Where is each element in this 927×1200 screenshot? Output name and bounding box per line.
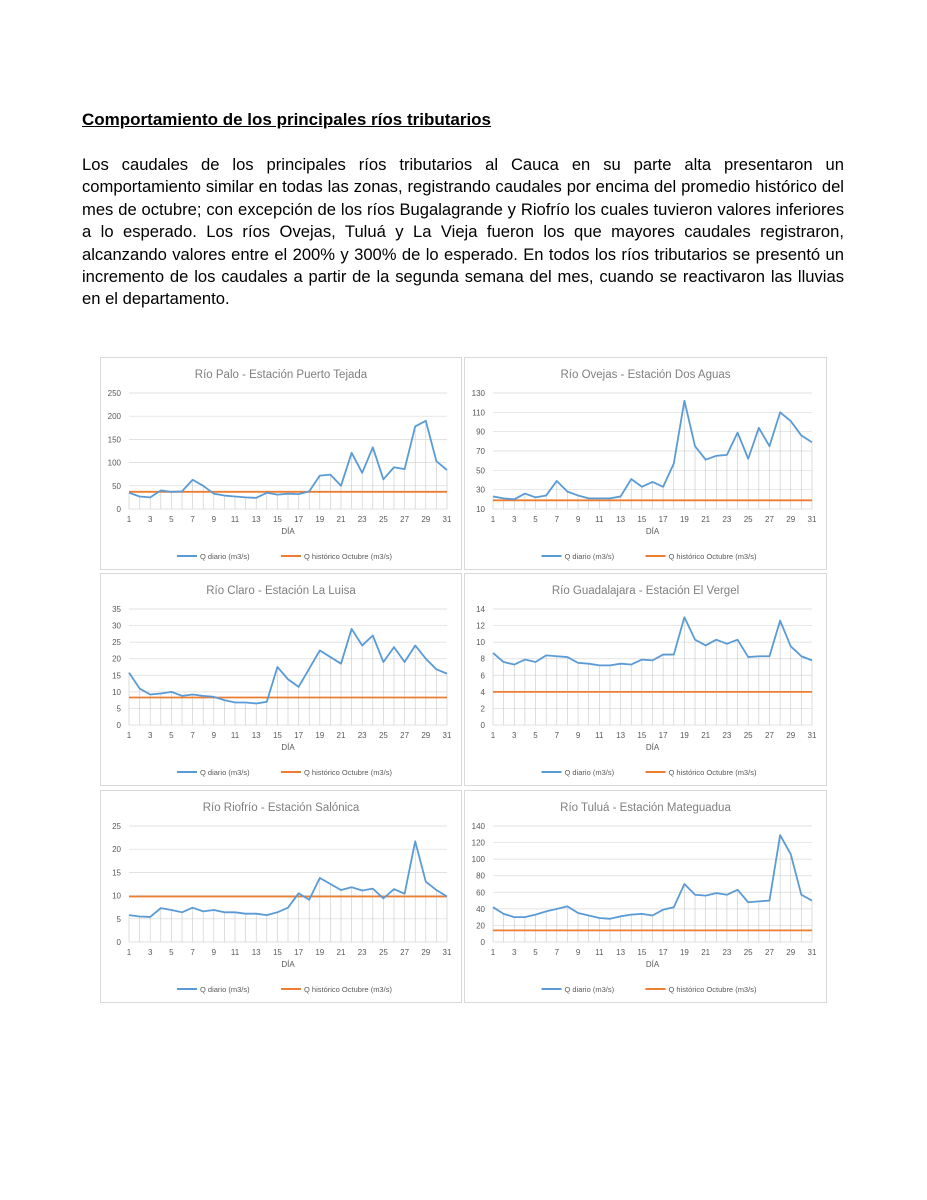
x-tick-label: 21 bbox=[701, 948, 711, 957]
x-tick-label: 11 bbox=[595, 948, 604, 957]
y-tick-label: 25 bbox=[112, 822, 121, 831]
legend-label-historic: Q histórico Octubre (m3/s) bbox=[668, 985, 757, 994]
x-tick-label: 17 bbox=[658, 948, 668, 957]
x-tick-label: 7 bbox=[190, 731, 195, 740]
x-tick-label: 17 bbox=[294, 515, 304, 524]
x-tick-label: 21 bbox=[336, 515, 346, 524]
x-tick-label: 21 bbox=[336, 731, 346, 740]
x-tick-label: 19 bbox=[315, 948, 325, 957]
x-tick-label: 3 bbox=[512, 731, 517, 740]
x-tick-label: 25 bbox=[743, 515, 753, 524]
y-tick-label: 200 bbox=[107, 412, 121, 422]
x-axis-label: DÍA bbox=[281, 527, 295, 536]
x-tick-label: 21 bbox=[701, 731, 711, 740]
x-tick-label: 3 bbox=[147, 515, 153, 524]
y-tick-label: 40 bbox=[476, 904, 485, 914]
x-tick-label: 9 bbox=[575, 515, 581, 524]
y-tick-label: 10 bbox=[112, 687, 121, 697]
y-tick-label: 10 bbox=[476, 638, 485, 648]
x-tick-label: 9 bbox=[211, 731, 217, 740]
chart-rio-ovejas bbox=[464, 357, 827, 570]
y-tick-label: 0 bbox=[116, 721, 121, 730]
y-tick-label: 6 bbox=[480, 671, 485, 681]
x-tick-label: 11 bbox=[230, 731, 240, 740]
chart-rio-riofrio bbox=[100, 790, 462, 1003]
y-tick-label: 20 bbox=[112, 845, 121, 855]
x-tick-label: 1 bbox=[126, 731, 132, 740]
x-tick-label: 31 bbox=[442, 731, 452, 740]
chart-svg bbox=[101, 358, 461, 569]
x-tick-label: 13 bbox=[251, 948, 261, 957]
chart-title: Río Ovejas - Estación Dos Aguas bbox=[560, 369, 731, 381]
y-tick-label: 100 bbox=[107, 458, 121, 468]
x-tick-label: 31 bbox=[442, 948, 452, 957]
x-tick-label: 29 bbox=[786, 731, 796, 740]
y-tick-label: 20 bbox=[112, 654, 121, 664]
legend-label-daily: Q diario (m3/s) bbox=[200, 768, 250, 777]
x-tick-label: 21 bbox=[336, 948, 346, 957]
x-tick-label: 5 bbox=[169, 731, 174, 740]
x-tick-label: 3 bbox=[512, 948, 517, 957]
y-tick-label: 50 bbox=[476, 466, 485, 476]
x-tick-label: 25 bbox=[743, 731, 753, 740]
chart-title: Río Claro - Estación La Luisa bbox=[206, 585, 356, 597]
x-tick-label: 25 bbox=[378, 948, 388, 957]
x-tick-label: 15 bbox=[272, 515, 282, 524]
y-tick-label: 30 bbox=[476, 485, 485, 495]
chart-rio-claro bbox=[100, 573, 462, 786]
x-tick-label: 1 bbox=[126, 948, 132, 957]
x-axis-label: DÍA bbox=[281, 960, 295, 969]
y-tick-label: 100 bbox=[471, 855, 485, 865]
x-tick-label: 5 bbox=[533, 948, 538, 957]
x-tick-label: 17 bbox=[294, 948, 304, 957]
x-tick-label: 29 bbox=[786, 515, 796, 524]
x-tick-label: 19 bbox=[679, 515, 689, 524]
x-tick-label: 9 bbox=[575, 948, 581, 957]
x-tick-label: 7 bbox=[554, 731, 560, 740]
x-tick-label: 29 bbox=[421, 515, 431, 524]
chart-title: Río Riofrío - Estación Salónica bbox=[202, 802, 360, 814]
x-tick-label: 29 bbox=[786, 948, 796, 957]
x-tick-label: 9 bbox=[211, 515, 217, 524]
series-line-daily bbox=[129, 841, 447, 917]
x-tick-label: 5 bbox=[533, 515, 538, 524]
series-line-daily bbox=[493, 617, 812, 665]
legend-label-daily: Q diario (m3/s) bbox=[564, 985, 615, 994]
x-tick-label: 23 bbox=[357, 515, 367, 524]
x-tick-label: 23 bbox=[722, 948, 732, 957]
y-tick-label: 5 bbox=[116, 914, 121, 924]
x-tick-label: 27 bbox=[765, 515, 774, 524]
x-tick-label: 27 bbox=[765, 731, 774, 740]
x-tick-label: 15 bbox=[272, 731, 282, 740]
x-tick-label: 11 bbox=[595, 731, 604, 740]
x-tick-label: 19 bbox=[315, 731, 325, 740]
x-tick-label: 31 bbox=[807, 515, 817, 524]
x-tick-label: 21 bbox=[701, 515, 711, 524]
y-tick-label: 130 bbox=[471, 389, 485, 398]
y-tick-label: 120 bbox=[471, 838, 485, 848]
x-tick-label: 15 bbox=[637, 515, 647, 524]
y-tick-label: 0 bbox=[116, 938, 121, 947]
x-tick-label: 23 bbox=[357, 731, 367, 740]
x-axis-label: DÍA bbox=[645, 960, 660, 969]
chart-svg bbox=[465, 574, 826, 785]
y-tick-label: 15 bbox=[112, 868, 121, 878]
y-tick-label: 2 bbox=[480, 704, 485, 714]
y-tick-label: 15 bbox=[112, 671, 121, 681]
x-tick-label: 7 bbox=[554, 515, 560, 524]
x-tick-label: 15 bbox=[637, 731, 647, 740]
x-tick-label: 31 bbox=[807, 731, 817, 740]
x-tick-label: 25 bbox=[378, 515, 388, 524]
x-tick-label: 15 bbox=[637, 948, 647, 957]
legend-label-daily: Q diario (m3/s) bbox=[200, 985, 250, 994]
x-axis-label: DÍA bbox=[645, 743, 660, 752]
x-tick-label: 25 bbox=[743, 948, 753, 957]
x-tick-label: 11 bbox=[230, 948, 240, 957]
chart-title: Río Guadalajara - Estación El Vergel bbox=[551, 585, 740, 597]
y-tick-label: 70 bbox=[476, 447, 485, 456]
legend-label-historic: Q histórico Octubre (m3/s) bbox=[304, 552, 392, 561]
legend-label-historic: Q histórico Octubre (m3/s) bbox=[304, 985, 392, 994]
x-tick-label: 13 bbox=[251, 731, 261, 740]
legend-label-historic: Q histórico Octubre (m3/s) bbox=[304, 768, 392, 777]
x-tick-label: 27 bbox=[400, 948, 410, 957]
y-tick-label: 10 bbox=[112, 891, 121, 901]
chart-svg bbox=[465, 358, 826, 569]
y-tick-label: 0 bbox=[480, 721, 485, 730]
y-tick-label: 10 bbox=[476, 505, 485, 514]
x-tick-label: 19 bbox=[679, 731, 689, 740]
y-tick-label: 35 bbox=[112, 605, 121, 614]
x-axis-label: DÍA bbox=[645, 527, 660, 536]
series-line-daily bbox=[129, 421, 447, 498]
x-tick-label: 25 bbox=[378, 731, 388, 740]
x-tick-label: 19 bbox=[679, 948, 689, 957]
section-heading: Comportamiento de los principales ríos tributarios bbox=[82, 110, 492, 129]
y-tick-label: 4 bbox=[480, 687, 485, 697]
chart-title: Río Tuluá - Estación Mateguadua bbox=[560, 802, 731, 814]
x-tick-label: 17 bbox=[294, 731, 304, 740]
y-tick-label: 80 bbox=[476, 871, 485, 881]
y-tick-label: 50 bbox=[112, 481, 121, 491]
x-tick-label: 17 bbox=[658, 515, 668, 524]
y-tick-label: 250 bbox=[107, 389, 121, 398]
x-tick-label: 13 bbox=[616, 515, 626, 524]
chart-svg bbox=[465, 791, 826, 1002]
legend-label-daily: Q diario (m3/s) bbox=[564, 552, 615, 561]
x-tick-label: 31 bbox=[807, 948, 817, 957]
y-tick-label: 8 bbox=[480, 654, 485, 664]
y-tick-label: 30 bbox=[112, 621, 121, 631]
x-tick-label: 3 bbox=[512, 515, 517, 524]
chart-svg bbox=[101, 791, 461, 1002]
x-tick-label: 9 bbox=[575, 731, 581, 740]
x-tick-label: 9 bbox=[211, 948, 217, 957]
x-axis-label: DÍA bbox=[281, 743, 295, 752]
x-tick-label: 11 bbox=[230, 515, 240, 524]
x-tick-label: 31 bbox=[442, 515, 452, 524]
x-tick-label: 1 bbox=[490, 948, 496, 957]
legend-label-daily: Q diario (m3/s) bbox=[200, 552, 250, 561]
x-tick-label: 7 bbox=[190, 515, 195, 524]
x-tick-label: 19 bbox=[315, 515, 325, 524]
x-tick-label: 17 bbox=[658, 731, 668, 740]
y-tick-label: 140 bbox=[471, 822, 485, 831]
x-tick-label: 15 bbox=[272, 948, 282, 957]
chart-rio-guadalajara bbox=[464, 573, 827, 786]
legend-label-historic: Q histórico Octubre (m3/s) bbox=[668, 552, 757, 561]
x-tick-label: 7 bbox=[190, 948, 195, 957]
chart-rio-palo bbox=[100, 357, 462, 570]
y-tick-label: 0 bbox=[480, 938, 485, 947]
x-tick-label: 5 bbox=[533, 731, 538, 740]
x-tick-label: 11 bbox=[595, 515, 604, 524]
y-tick-label: 0 bbox=[116, 505, 121, 514]
x-tick-label: 5 bbox=[169, 515, 174, 524]
y-tick-label: 110 bbox=[472, 408, 485, 418]
y-tick-label: 90 bbox=[476, 427, 485, 437]
y-tick-label: 14 bbox=[476, 605, 485, 614]
x-tick-label: 1 bbox=[490, 515, 496, 524]
x-tick-label: 23 bbox=[357, 948, 367, 957]
x-tick-label: 5 bbox=[169, 948, 174, 957]
series-line-daily bbox=[493, 835, 812, 919]
y-tick-label: 20 bbox=[476, 921, 485, 931]
x-tick-label: 1 bbox=[126, 515, 132, 524]
chart-svg bbox=[101, 574, 461, 785]
body-paragraph: Los caudales de los principales ríos tributarios al Cauca en su parte alta presentaron un comportamiento similar en todas las zonas, registrando caudales por encima del promedio histórico del mes de octubre; con excepción de los ríos Bugalagrande y Riofrío los cuales tuvieron valores inferiores a lo esperado. Los ríos Ovejas, Tuluá y La Vieja fueron los que mayores caudales registraron, alcanzando valores entre el 200% y 300% de lo esperado. En todos los ríos tributarios se presentó un incremento de los caudales a partir de la segunda semana del mes, cuando se reactivaron las lluvias en el departamento. bbox=[82, 155, 844, 309]
legend-label-daily: Q diario (m3/s) bbox=[564, 768, 615, 777]
y-tick-label: 25 bbox=[112, 638, 121, 648]
x-tick-label: 27 bbox=[400, 731, 410, 740]
x-tick-label: 23 bbox=[722, 731, 732, 740]
y-tick-label: 5 bbox=[116, 704, 121, 714]
x-tick-label: 7 bbox=[554, 948, 560, 957]
x-tick-label: 27 bbox=[400, 515, 410, 524]
chart-rio-tulua bbox=[464, 790, 827, 1003]
x-tick-label: 1 bbox=[490, 731, 496, 740]
y-tick-label: 12 bbox=[476, 621, 485, 631]
x-tick-label: 13 bbox=[251, 515, 261, 524]
x-tick-label: 3 bbox=[147, 731, 153, 740]
x-tick-label: 13 bbox=[616, 731, 626, 740]
x-tick-label: 27 bbox=[765, 948, 774, 957]
x-tick-label: 3 bbox=[147, 948, 153, 957]
x-tick-label: 23 bbox=[722, 515, 732, 524]
y-tick-label: 60 bbox=[476, 888, 485, 898]
x-tick-label: 13 bbox=[616, 948, 626, 957]
chart-title: Río Palo - Estación Puerto Tejada bbox=[194, 369, 368, 381]
x-tick-label: 29 bbox=[421, 948, 431, 957]
x-tick-label: 29 bbox=[421, 731, 431, 740]
legend-label-historic: Q histórico Octubre (m3/s) bbox=[668, 768, 757, 777]
y-tick-label: 150 bbox=[107, 435, 121, 445]
